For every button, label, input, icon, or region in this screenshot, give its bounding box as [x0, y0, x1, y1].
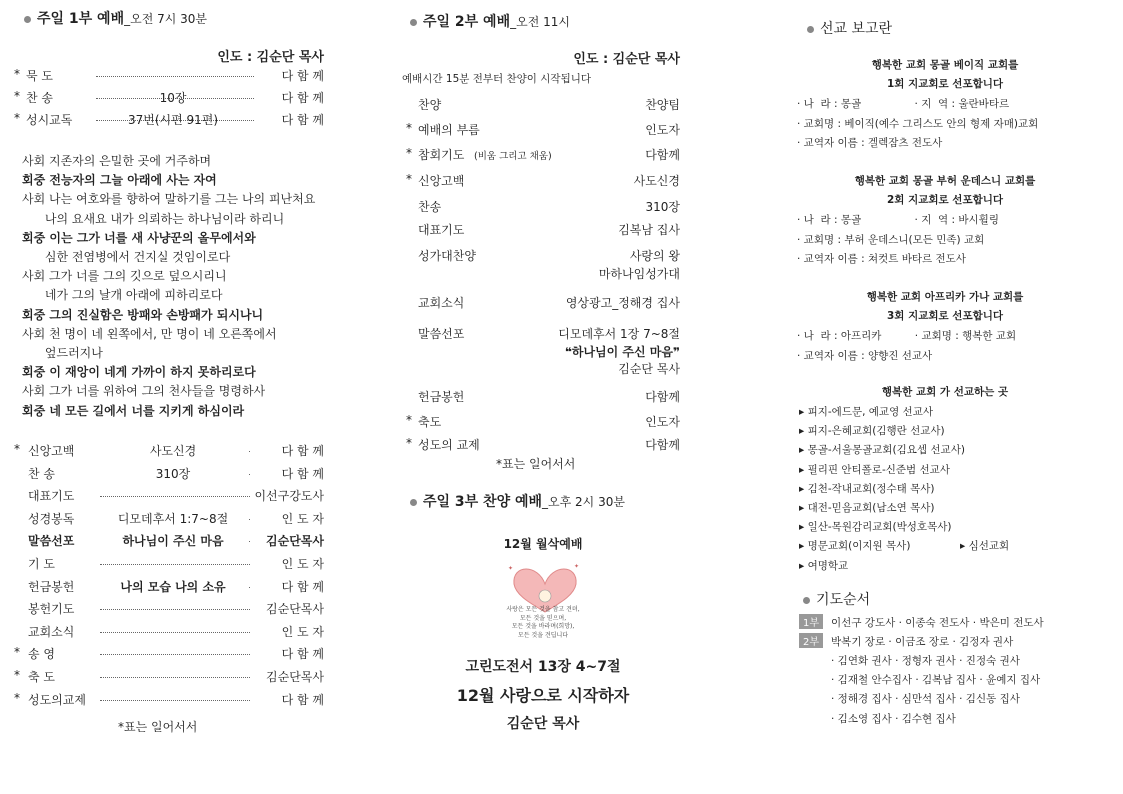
- order-label: 헌금봉헌: [28, 579, 75, 594]
- order-row: [14, 668, 332, 686]
- scripture: 고린도전서 13장 4~7절: [465, 659, 621, 675]
- support-item: ▸ 피지-은혜교회(김행란 선교사): [799, 425, 945, 438]
- prayer-names: · 정해경 집사 · 심만석 집사 · 김신동 집사: [831, 693, 1020, 706]
- order-detail: 디모데후서 1:7~8절: [98, 510, 248, 527]
- dot-leader: [100, 632, 250, 633]
- order-label: 대표기도: [28, 489, 75, 504]
- litany-line: 엎드러지나: [22, 346, 103, 360]
- litany-line: 회중 이 재앙이 네게 가까이 하지 못하리로다: [22, 365, 256, 380]
- order-leader: 김순단목사: [266, 602, 324, 617]
- mission-detail: · 나 라 : 몽골 · 지 역 : 바시휠링: [797, 214, 999, 226]
- bullet-icon: [807, 26, 814, 33]
- third-service-time: _오후 2시 30분: [542, 495, 625, 509]
- order-label: 성도의 교제: [418, 438, 480, 452]
- order-leader: 인도자: [645, 415, 680, 429]
- prayer-header-title: 기도순서: [816, 592, 871, 608]
- order-label: 참회기도: [418, 148, 465, 162]
- first-service-leader: 인도 : 김순단 목사: [217, 50, 324, 65]
- order-leader: 다 함 께: [281, 91, 324, 105]
- worship-title: 12월 월삭예배: [503, 537, 583, 551]
- order-leader: 다 함 께: [281, 647, 324, 662]
- star-mark: *: [406, 172, 412, 186]
- order-label: 찬 송: [28, 466, 55, 481]
- dot-leader: [100, 654, 250, 655]
- order-label: 축도: [418, 415, 442, 429]
- mission-header: [807, 18, 892, 38]
- order-leader: 인 도 자: [281, 511, 324, 526]
- star-mark: *: [14, 89, 20, 103]
- svg-text:✦: ✦: [574, 563, 580, 570]
- litany-line: 회중 그의 진실함은 방패와 손방패가 되시나니: [22, 307, 264, 322]
- order-row: [14, 532, 332, 550]
- support-item: ▸ 필리핀 안티폴로-신준범 선교사: [799, 463, 950, 476]
- first-service-column: [14, 0, 332, 750]
- order-row: [398, 388, 688, 406]
- second-service-header: [410, 11, 570, 31]
- order-label: 예배의 부름: [418, 123, 480, 137]
- second-service-column: [398, 0, 688, 750]
- mission-detail: · 교회명 : 부허 운데스니(모든 민족) 교회: [797, 233, 985, 246]
- litany-line: 회중 네 모든 길에서 너를 지키게 하심이라: [22, 403, 245, 418]
- support-title: 행복한 교회 가 선교하는 곳: [881, 386, 1009, 398]
- support-item: ▸ 김천-작내교회(정수태 목사): [799, 482, 935, 495]
- order-row: [398, 121, 688, 139]
- prayer-line: [831, 691, 1020, 706]
- mission-title: 행복한 교회 아프리카 가나 교회를: [866, 291, 1024, 303]
- order-leader: 다 함 께: [281, 113, 324, 127]
- order-leader: 김복남 집사: [618, 223, 680, 237]
- order-row: [14, 623, 332, 641]
- order-label: 교회소식: [418, 296, 465, 310]
- order-label: 말씀선포: [28, 534, 75, 549]
- order-label: 봉헌기도: [28, 602, 75, 617]
- bullet-icon: [410, 19, 417, 26]
- order-leader: 이선구강도사: [254, 489, 324, 504]
- preacher: 김순단 목사: [506, 716, 580, 732]
- litany-line: 네가 그의 날개 아래에 피하리로다: [22, 288, 223, 303]
- prayer-names: · 김소영 집사 · 김수현 집사: [831, 712, 956, 725]
- order-leader: 인도자: [645, 123, 680, 137]
- litany-line: 사회 지존자의 은밀한 곳에 거주하며: [22, 154, 212, 168]
- prayer-line: [799, 633, 1013, 649]
- mission-title: 행복한 교회 몽골 베이직 교회를: [871, 59, 1019, 71]
- prayer-line: [831, 672, 1040, 687]
- order-label: 묵 도: [26, 69, 53, 83]
- order-detail: 하나님이 주신 마음: [98, 532, 248, 549]
- prayer-names: 이선구 강도사 · 이종숙 전도사 · 박은미 전도사: [831, 617, 1044, 629]
- support-item: ▸ 대전-믿음교회(남소연 목사): [799, 502, 935, 514]
- order-row: [14, 645, 332, 663]
- heart-caption-line: 사랑은 모든 것을 참고 견뎌,: [506, 606, 580, 613]
- prayer-names: · 김재철 안수집사 · 김복남 집사 · 윤예지 집사: [831, 673, 1041, 686]
- support-item: ▸ 피지-에드문, 예교영 선교사: [799, 406, 933, 418]
- order-label: 찬송: [418, 200, 442, 214]
- second-service-time: _오전 11시: [510, 15, 570, 29]
- first-service-title: 주일 1부 예배: [37, 11, 125, 27]
- support-item: ▸ 몽골-서울몽골교회(김요셉 선교사): [799, 444, 965, 457]
- order-row: [14, 600, 332, 618]
- first-service-header: [24, 8, 207, 28]
- prayer-line: [799, 614, 1044, 630]
- order-label: 교회소식: [28, 624, 75, 639]
- order-label: 송 영: [28, 647, 55, 662]
- mission-detail: · 교역자 이름 : 양향진 선교사: [797, 349, 933, 362]
- star-mark: *: [406, 146, 412, 160]
- prayer-names: · 김연화 권사 · 정형자 권사 · 진정숙 권사: [831, 654, 1020, 667]
- mission-subtitle: 1회 지교회로 선포합니다: [886, 78, 1004, 90]
- mission-subtitle: 2회 지교회로 선포합니다: [886, 194, 1004, 206]
- star-mark: *: [14, 690, 20, 705]
- mission-detail: · 나 라 : 아프리카 · 교회명 : 행복한 교회: [797, 330, 1017, 342]
- second-service-title: 주일 2부 예배: [423, 14, 511, 30]
- order-leader: 영상광고_정해경 집사: [565, 296, 680, 310]
- order-label: 말씀선포: [418, 327, 465, 341]
- dot-leader: [100, 564, 250, 565]
- order-label: 신앙고백: [28, 444, 75, 458]
- mission-detail: · 교회명 : 베이직(예수 그리스도 안의 형제 자매)교회: [797, 117, 1039, 130]
- order-leader: 김순단목사: [266, 670, 324, 684]
- order-label: 축 도: [28, 670, 55, 684]
- order-leader: 다 함 께: [281, 692, 324, 707]
- order-row: [14, 465, 332, 483]
- order-leader: ❝하나님이 주신 마음❞: [564, 345, 680, 359]
- litany-line: 사회 그가 너를 그의 깃으로 덮으시리니: [22, 269, 227, 284]
- order-row: [14, 67, 332, 85]
- heart-caption-line: 모든 것을 견딥니다: [517, 631, 569, 639]
- order-row: [398, 172, 688, 190]
- order-leader: 김순단목사: [266, 534, 324, 549]
- order-leader: 다함께: [645, 390, 680, 404]
- litany-line: 사회 그가 너를 위하여 그의 천사들을 명령하사: [22, 384, 266, 399]
- order-row: [14, 555, 332, 573]
- order-row: [398, 221, 688, 239]
- order-detail: 37번(시편 91편): [127, 113, 219, 127]
- order-row: [14, 89, 332, 107]
- bullet-icon: [803, 597, 810, 604]
- order-row: [398, 96, 688, 114]
- star-mark: *: [14, 67, 20, 81]
- litany-line: 사회 나는 여호와를 향하여 말하기를 그는 나의 피난처요: [22, 192, 316, 207]
- order-row: [14, 487, 332, 505]
- mission-title: 행복한 교회 몽골 부허 운데스니 교회를: [854, 175, 1036, 187]
- order-detail: 사도신경: [98, 442, 248, 459]
- prayer-tag: 2부: [799, 633, 823, 648]
- svg-text:✦: ✦: [508, 565, 514, 572]
- order-leader: 마하나임성가대: [598, 267, 680, 281]
- dot-leader: [100, 700, 250, 701]
- star-mark: *: [406, 436, 412, 450]
- support-extra: ▸ 심선교회: [960, 540, 1010, 552]
- order-detail: 나의 모습 나의 소유: [98, 578, 248, 595]
- order-row: [398, 265, 688, 283]
- first-service-footer: *표는 일어서서: [118, 720, 198, 734]
- order-leader: 다함께: [645, 438, 680, 452]
- order-label: 헌금봉헌: [418, 390, 465, 404]
- order-leader: 인 도 자: [281, 624, 324, 639]
- order-row: [14, 691, 332, 709]
- litany-line: 회중 이는 그가 너를 새 사냥꾼의 올무에서와: [22, 230, 256, 245]
- prayer-line: [831, 711, 956, 726]
- order-leader: 다 함 께: [281, 69, 324, 83]
- prayer-line: [831, 653, 1020, 668]
- order-row: [398, 146, 688, 164]
- sermon-title: 12월 사랑으로 시작하자: [456, 686, 630, 705]
- second-service-leader: 인도 : 김순단 목사: [573, 52, 680, 67]
- dot-leader: [96, 76, 254, 77]
- support-item: ▸ 명문교회(이지원 목사): [799, 540, 911, 553]
- dot-leader: [100, 677, 250, 678]
- mission-column: [795, 0, 1095, 750]
- mission-subtitle: 3회 지교회로 선포합니다: [886, 310, 1004, 322]
- order-leader: 다함께: [645, 148, 680, 162]
- support-item: ▸ 일산-목원감리교회(박성호목사): [799, 521, 952, 534]
- heart-caption-line: 모든 것을 믿으며,: [519, 614, 567, 622]
- order-label: 기 도: [28, 557, 55, 571]
- order-sub: (비움 그리고 채움): [474, 151, 552, 162]
- mission-header-title: 선교 보고란: [820, 21, 893, 37]
- order-leader: 다 함 께: [281, 579, 324, 594]
- order-label: 성경봉독: [28, 511, 75, 526]
- order-leader: 다 함 께: [281, 444, 324, 458]
- order-row: [398, 325, 688, 343]
- support-item: ▸ 여명학교: [799, 559, 849, 572]
- order-row: [398, 294, 688, 312]
- order-leader: 사랑의 왕: [629, 249, 680, 263]
- order-leader: 다 함 께: [281, 466, 324, 481]
- order-label: 찬양: [418, 98, 442, 112]
- dot-leader: [100, 496, 250, 497]
- star-mark: *: [14, 111, 20, 125]
- order-label: 신앙고백: [418, 174, 465, 188]
- star-mark: *: [14, 668, 20, 682]
- dot-leader: [100, 609, 250, 610]
- mission-detail: · 교역자 이름 : 쳐컷트 바타르 전도사: [797, 253, 966, 265]
- order-label: 대표기도: [418, 223, 465, 237]
- order-leader: 310장: [645, 200, 680, 214]
- order-leader: 디모데후서 1장 7~8절: [558, 327, 680, 341]
- third-service-title: 주일 3부 찬양 예배: [423, 494, 543, 510]
- order-leader: 김순단 목사: [618, 362, 680, 376]
- order-row: [398, 343, 688, 361]
- bullet-icon: [410, 499, 417, 506]
- star-mark: *: [14, 442, 20, 456]
- order-label: 성시교독: [26, 113, 73, 127]
- order-row: [398, 413, 688, 431]
- order-row: [14, 442, 332, 460]
- order-row: [14, 578, 332, 596]
- order-row: [398, 360, 688, 378]
- order-detail: 10장: [159, 91, 187, 105]
- litany-line: 나의 요새요 내가 의뢰하는 하나님이라 하리니: [22, 211, 285, 226]
- star-mark: *: [406, 121, 412, 135]
- mission-detail: · 나 라 : 몽골 · 지 역 : 울란바타르: [797, 98, 1010, 110]
- order-row: [398, 436, 688, 454]
- first-service-time: _오전 7시 30분: [124, 12, 208, 26]
- prayer-names: 박복기 장로 · 이금조 장로 · 김정자 권사: [831, 636, 1014, 649]
- mission-detail: · 교역자 이름 : 겔렉잠츠 전도사: [797, 137, 943, 149]
- litany-line: 회중 전능자의 그늘 아래에 사는 자여: [22, 173, 217, 188]
- order-label: 찬 송: [26, 91, 53, 105]
- order-row: [14, 111, 332, 129]
- order-leader: 인 도 자: [281, 557, 324, 571]
- second-service-note: 예배시간 15분 전부터 찬양이 시작됩니다: [402, 73, 591, 85]
- star-mark: *: [14, 645, 20, 660]
- litany-line: 사회 천 명이 네 왼쪽에서, 만 명이 네 오른쪽에서: [22, 326, 277, 341]
- order-row: [398, 247, 688, 265]
- order-row: [398, 198, 688, 216]
- prayer-header: [803, 589, 870, 609]
- order-leader: 찬양팀: [645, 98, 680, 112]
- order-detail: 310장: [98, 465, 248, 482]
- star-mark: *: [406, 413, 412, 427]
- second-service-footer: *표는 일어서서: [496, 457, 576, 471]
- order-row: [14, 510, 332, 528]
- order-label: 성가대찬양: [418, 249, 476, 263]
- bullet-icon: [24, 16, 31, 23]
- order-leader: 사도신경: [633, 174, 680, 188]
- third-service-header: [410, 491, 625, 511]
- litany-line: 심한 전염병에서 건지실 것임이로다: [22, 250, 231, 264]
- prayer-tag: 1부: [799, 614, 823, 629]
- heart-caption-line: 모든 것을 바라며(희망),: [511, 623, 575, 630]
- order-label: 성도의교제: [28, 692, 86, 707]
